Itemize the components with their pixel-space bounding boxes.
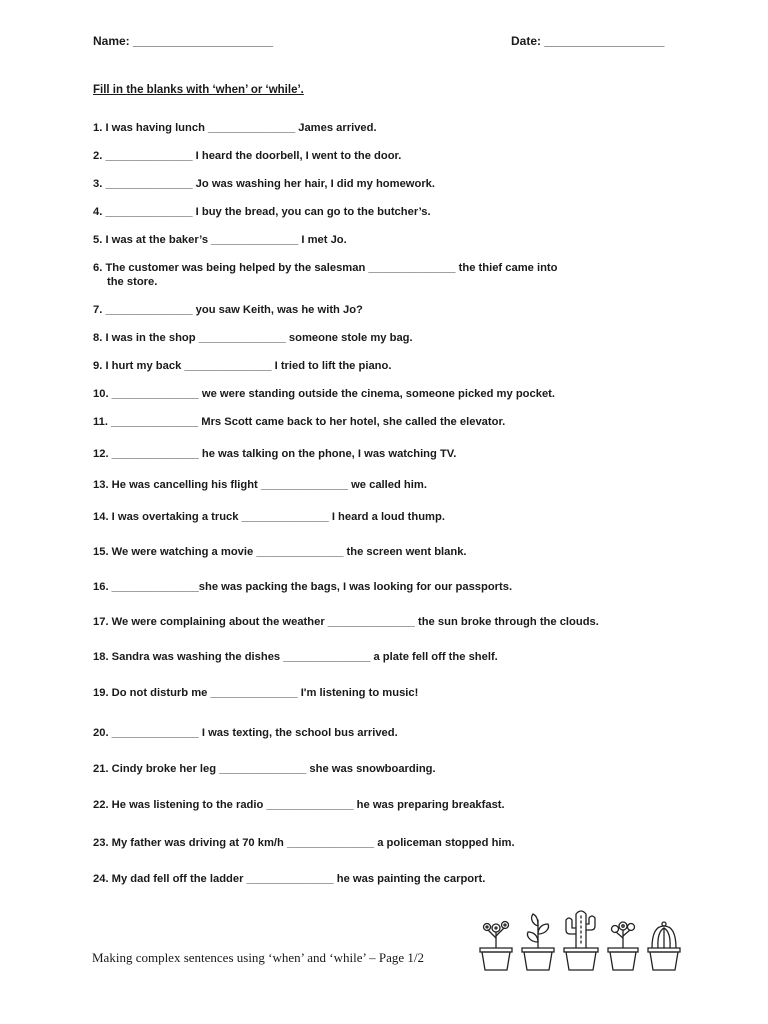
question-22 (93, 798, 505, 812)
question-15 (93, 545, 467, 559)
question-text: 21. Cindy broke her leg ______________ she was snowboarding. (93, 763, 436, 775)
question-21 (93, 762, 436, 776)
question-text: 22. He was listening to the radio ______________ he was preparing breakfast. (93, 799, 505, 811)
question-text: 11. ______________ Mrs Scott came back to her hotel, she called the elevator. (93, 416, 506, 428)
question-text: 19. Do not disturb me ______________ I'm listening to music! (93, 687, 419, 699)
question-text: 15. We were watching a movie ______________ the screen went blank. (93, 546, 467, 558)
question-text: 1. I was having lunch ______________ James arrived. (93, 122, 377, 134)
question-20 (93, 726, 398, 740)
round-cactus-pot-5-icon (648, 922, 680, 970)
question-text: 20. ______________ I was texting, the school bus arrived. (93, 727, 398, 739)
question-12 (93, 447, 456, 461)
page-footer: Making complex sentences using ‘when’ and ‘while’ – Page 1/2 (92, 950, 425, 965)
question-text: 12. ______________ he was talking on the phone, I was watching TV. (93, 448, 457, 460)
question-3 (93, 177, 435, 191)
potted-plants-illustration (470, 908, 692, 978)
question-16 (93, 580, 512, 594)
question-text: 18. Sandra was washing the dishes ______________ a plate fell off the shelf. (93, 651, 498, 663)
question-text: 17. We were complaining about the weather ______________ the sun broke through the clouds. (93, 616, 599, 628)
question-6 (93, 261, 557, 289)
plant-pot-1-icon (480, 922, 512, 971)
cactus-pot-3-icon (564, 911, 598, 970)
question-9 (93, 359, 391, 373)
question-text: 24. My dad fell off the ladder ______________ he was painting the carport. (93, 873, 486, 885)
question-text: 3. ______________ Jo was washing her hair, I did my homework. (93, 178, 436, 190)
question-text: 2. ______________ I heard the doorbell, I went to the door. (93, 150, 402, 162)
date-field-label: Date: __________________ (511, 34, 665, 48)
question-5 (93, 233, 347, 247)
question-18 (93, 650, 498, 664)
instructions-heading: Fill in the blanks with ‘when’ or ‘while’. (93, 84, 304, 96)
question-4 (93, 205, 431, 219)
question-text: 23. My father was driving at 70 km/h ______________ a policeman stopped him. (93, 837, 515, 849)
question-text: 6. The customer was being helped by the salesman ______________ the thief came into (93, 262, 558, 274)
question-10 (93, 387, 555, 401)
question-11 (93, 415, 505, 429)
question-text: 8. I was in the shop ______________ someone stole my bag. (93, 332, 413, 344)
question-text: 4. ______________ I buy the bread, you can go to the butcher’s. (93, 206, 431, 218)
question-text: 13. He was cancelling his flight ______________ we called him. (93, 479, 427, 491)
question-7 (93, 303, 363, 317)
question-14 (93, 510, 445, 524)
question-1 (93, 121, 377, 135)
question-8 (93, 331, 413, 345)
question-2 (93, 149, 401, 163)
question-text: 10. ______________ we were standing outside the cinema, someone picked my pocket. (93, 388, 556, 400)
question-17 (93, 615, 599, 629)
question-text: 7. ______________ you saw Keith, was he with Jo? (93, 304, 363, 316)
question-text: 16. ______________she was packing the bags, I was looking for our passports. (93, 581, 513, 593)
question-text: 5. I was at the baker’s ______________ I met Jo. (93, 234, 347, 246)
question-24 (93, 872, 485, 886)
question-19 (93, 686, 418, 700)
name-field-label: Name: _____________________ (93, 34, 274, 48)
plant-pot-4-icon (608, 922, 638, 970)
question-13 (93, 478, 427, 492)
question-continuation: the store. (107, 276, 158, 288)
question-text: 9. I hurt my back ______________ I tried to lift the piano. (93, 360, 392, 372)
plant-pot-2-icon (522, 914, 554, 970)
question-text: 14. I was overtaking a truck ______________ I heard a loud thump. (93, 511, 445, 523)
question-23 (93, 836, 515, 850)
